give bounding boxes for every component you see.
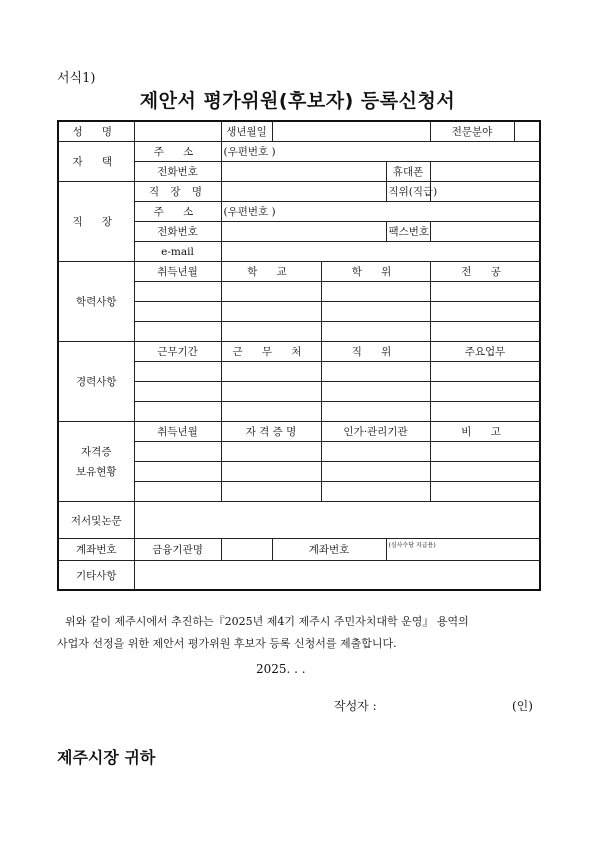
position-field[interactable] [430,182,540,202]
education-section-label: 학력사항 [58,262,134,342]
home-address-label: 주 소 [134,142,221,162]
work-phone-field[interactable] [221,222,386,242]
table-cell[interactable] [221,362,321,382]
education-header-degree: 학 위 [321,262,430,282]
table-cell[interactable] [430,442,540,462]
certificates-label-line1: 자격증 [81,445,112,458]
work-address-field[interactable]: (우편번호 ) [221,202,540,222]
work-address-label: 주 소 [134,202,221,222]
table-cell[interactable] [134,482,221,502]
papers-field[interactable] [134,502,540,539]
birth-label: 생년월일 [221,121,272,142]
account-number-label: 계좌번호 [272,539,386,561]
other-label: 기타사항 [58,561,134,591]
form-title: 제안서 평가위원(후보자) 등록신청서 [139,90,456,112]
workplace-label: 직 장 명 [134,182,221,202]
table-cell[interactable] [134,442,221,462]
table-cell[interactable] [430,362,540,382]
career-section-label: 경력사항 [58,342,134,422]
table-cell[interactable] [430,322,540,342]
table-cell[interactable] [134,382,221,402]
education-header-date: 취득년월 [134,262,221,282]
email-field[interactable] [221,242,540,262]
work-section-label: 직 장 [58,182,134,262]
home-phone-label: 전화번호 [134,162,221,182]
seal-mark: (인) [512,699,533,713]
home-phone-field[interactable] [221,162,386,182]
table-cell[interactable] [321,402,430,422]
table-cell[interactable] [221,382,321,402]
table-cell[interactable] [321,322,430,342]
bank-field[interactable] [221,539,272,561]
cert-header-name: 자 격 증 명 [221,422,321,442]
fax-label: 팩스번호 [386,222,430,242]
table-cell[interactable] [134,462,221,482]
table-cell[interactable] [134,302,221,322]
table-cell[interactable] [221,302,321,322]
declaration-line-2: 사업자 선정을 위한 제안서 평가위원 후보자 등록 신청서를 제출합니다. [57,637,397,650]
other-field[interactable] [134,561,540,591]
table-cell[interactable] [221,322,321,342]
table-cell[interactable] [321,382,430,402]
education-header-major: 전 공 [430,262,540,282]
mobile-field[interactable] [430,162,540,182]
name-label: 성 명 [58,121,134,142]
career-header-period: 근무기간 [134,342,221,362]
declaration-line-1: 위와 같이 제주시에서 추진하는『2025년 제4기 제주시 주민자치대학 운영』 용역의 [65,615,469,628]
career-header-duties: 주요업무 [430,342,540,362]
table-cell[interactable] [430,402,540,422]
table-cell[interactable] [430,282,540,302]
table-cell[interactable] [430,382,540,402]
account-number-field[interactable]: (심사수당 지급용) [386,539,540,561]
submission-date: 2025. . . [256,662,306,676]
certificates-label-line2: 보유현황 [75,465,117,478]
table-cell[interactable] [430,302,540,322]
table-cell[interactable] [134,362,221,382]
cert-header-date: 취득년월 [134,422,221,442]
registration-form-table [57,120,541,591]
papers-label: 저서및논문 [58,502,134,539]
career-header-workplace: 근 무 처 [221,342,321,362]
table-cell[interactable] [321,282,430,302]
table-cell[interactable] [321,362,430,382]
mobile-label: 휴대폰 [386,162,430,182]
field-label: 전문분야 [430,121,514,142]
declaration-text [57,611,541,655]
form-number: 서식1) [57,71,96,86]
field-field[interactable] [514,121,540,142]
table-cell[interactable] [321,442,430,462]
table-cell[interactable] [321,302,430,322]
name-field[interactable] [134,121,221,142]
table-cell[interactable] [430,462,540,482]
email-label: e-mail [134,242,221,262]
fax-field[interactable] [430,222,540,242]
position-label: 직위(직급) [386,182,430,202]
table-cell[interactable] [221,462,321,482]
work-phone-label: 전화번호 [134,222,221,242]
table-cell[interactable] [221,442,321,462]
table-cell[interactable] [134,282,221,302]
account-label: 계좌번호 [58,539,134,561]
addressee: 제주시장 귀하 [57,748,156,767]
author-label: 작성자 : [334,699,377,713]
table-cell[interactable] [430,482,540,502]
table-cell[interactable] [134,322,221,342]
bank-label: 금융기관명 [134,539,221,561]
home-address-field[interactable]: (우편번호 ) [221,142,540,162]
table-cell[interactable] [134,402,221,422]
table-cell[interactable] [221,282,321,302]
certificates-section-label [58,422,134,502]
education-header-school: 학 교 [221,262,321,282]
workplace-field[interactable] [221,182,386,202]
birth-field[interactable] [272,121,430,142]
career-header-position: 직 위 [321,342,430,362]
table-cell[interactable] [221,482,321,502]
home-section-label: 자 택 [58,142,134,182]
table-cell[interactable] [321,482,430,502]
cert-header-note: 비 고 [430,422,540,442]
table-cell[interactable] [321,462,430,482]
cert-header-agency: 인가·관리기관 [321,422,430,442]
table-cell[interactable] [221,402,321,422]
